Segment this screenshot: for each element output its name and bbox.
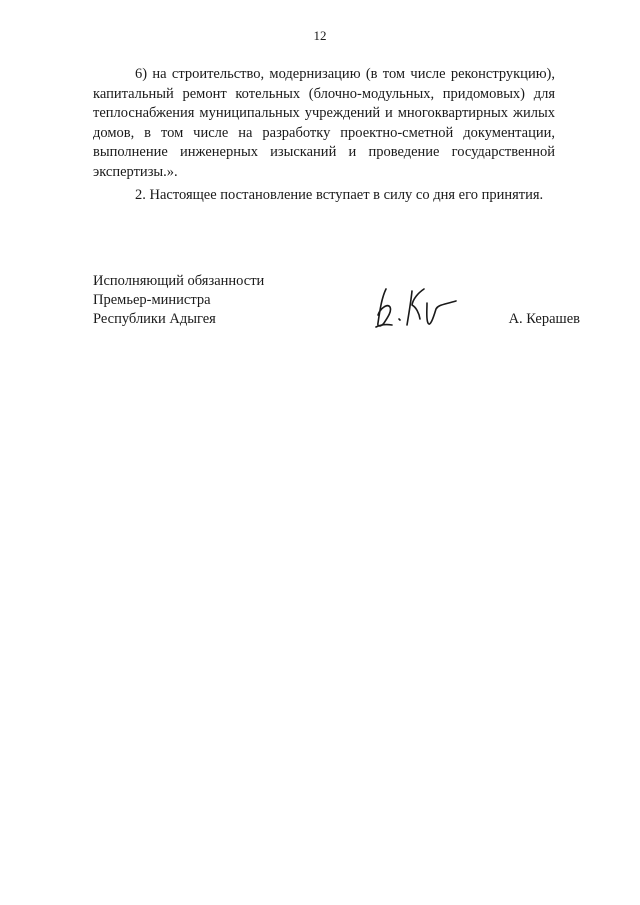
position-line: Республики Адыгея: [93, 311, 216, 327]
paragraph-line: капитальный ремонт котельных (блочно-модульных, придомовых) для: [93, 85, 555, 102]
paragraph-line: теплоснабжения муниципальных учреждений и многоквартирных жилых: [93, 105, 555, 121]
paragraph-clause-2: 2. Настоящее постановление вступает в силу со дня его принятия.: [135, 187, 544, 203]
paragraph-line: домов, в том числе на разработку проектно-сметной документации,: [93, 124, 555, 141]
signer-name: А. Керашев: [508, 311, 580, 327]
handwritten-signature-icon: [372, 283, 458, 331]
paragraph-line: экспертизы.».: [93, 163, 178, 180]
paragraph-line: выполнение инженерных изысканий и проведение государственной: [93, 144, 555, 160]
page-number: 12: [313, 28, 327, 43]
paragraph-item-6: [93, 65, 555, 182]
position-line: Премьер-министра: [93, 292, 211, 308]
signatory-position: [93, 272, 264, 329]
paragraph-line: 6) на строительство, модернизацию (в том числе реконструкцию),: [135, 66, 555, 82]
position-line: Исполняющий обязанности: [93, 273, 265, 289]
